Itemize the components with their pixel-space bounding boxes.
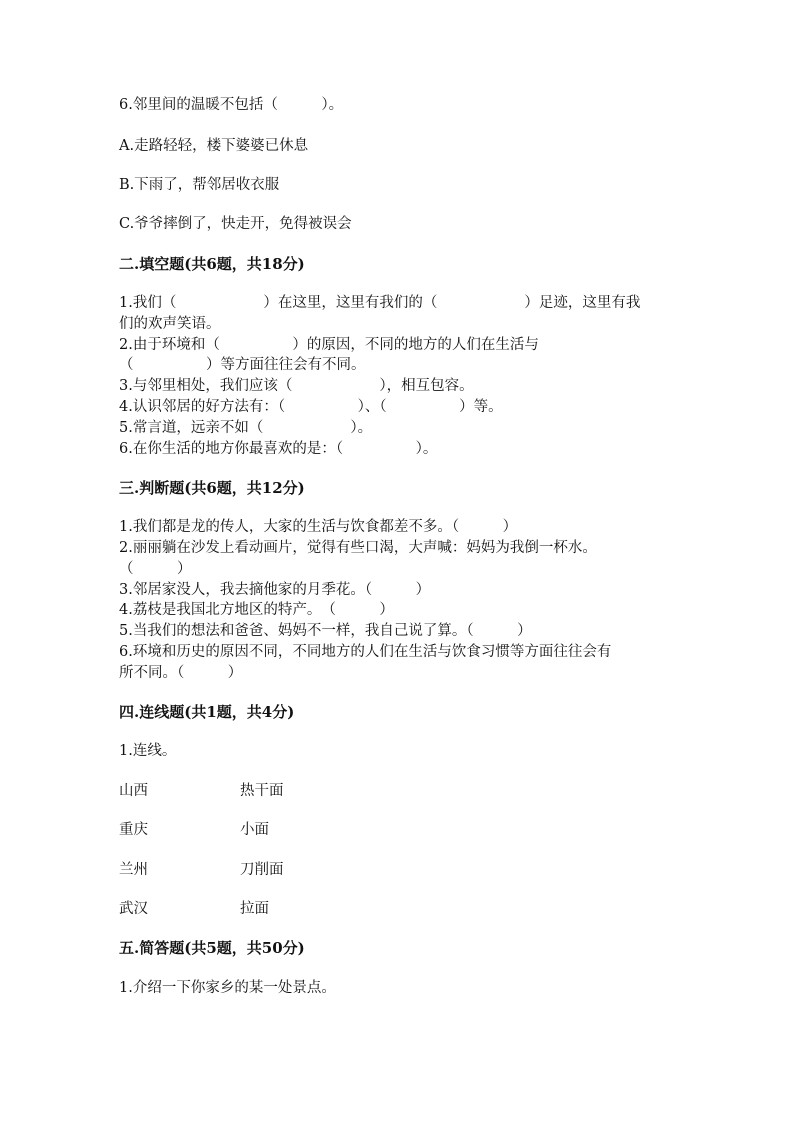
section-title-judge: 三.判断题(共6题，共12分): [119, 479, 305, 497]
section-title-short: 五.简答题(共5题，共50分): [119, 939, 305, 957]
short-q1: 1.介绍一下你家乡的某一处景点。: [119, 980, 336, 996]
match-right-item: 拉面: [240, 901, 269, 917]
fill-line: 3.与邻里相处，我们应该（ ），相互包容。: [119, 378, 474, 394]
match-row: [119, 860, 284, 880]
match-right-item: 热干面: [240, 783, 284, 799]
fill-line: 4.认识邻居的好方法有：（ ）、（ ）等。: [119, 399, 503, 415]
fill-line: 们的欢声笑语。: [119, 316, 221, 332]
match-left-item: 兰州: [119, 862, 148, 878]
match-row: [119, 781, 284, 801]
fill-line: （ ）等方面往往会有不同。: [119, 357, 366, 373]
match-right-item: 小面: [240, 822, 269, 838]
match-left-item: 武汉: [119, 901, 148, 917]
match-left-item: 重庆: [119, 822, 148, 838]
fill-line: 1.我们（ ）在这里，这里有我们的（ ）足迹，这里有我: [119, 295, 641, 311]
match-row: [119, 899, 269, 919]
match-right-item: 刀削面: [240, 862, 284, 878]
judge-line: 2.丽丽躺在沙发上看动画片，觉得有些口渴，大声喊：妈妈为我倒一杯水。: [119, 540, 597, 556]
judge-line: 所不同。（ ）: [119, 665, 243, 681]
judge-line: 1.我们都是龙的传人，大家的生活与饮食都差不多。（ ）: [119, 519, 518, 535]
judge-line: 5.当我们的想法和爸爸、妈妈不一样，我自己说了算。（ ）: [119, 623, 532, 639]
judge-line: （ ）: [119, 561, 192, 577]
fill-line: 2.由于环境和（ ）的原因，不同的地方的人们在生活与: [119, 337, 539, 353]
q6-option-b: B.下雨了，帮邻居收衣服: [119, 177, 280, 193]
q6-option-a: A.走路轻轻，楼下婆婆已休息: [119, 138, 309, 154]
q6-stem: 6.邻里间的温暖不包括（ ）。: [119, 97, 344, 113]
fill-line: 6.在你生活的地方你最喜欢的是：（ ）。: [119, 441, 438, 457]
match-left-item: 山西: [119, 783, 148, 799]
match-stem: 1.连线。: [119, 743, 177, 759]
section-title-fill: 二.填空题(共6题，共18分): [119, 255, 305, 273]
q6-option-c: C.爷爷摔倒了，快走开，免得被误会: [119, 216, 352, 232]
match-row: [119, 820, 269, 840]
judge-line: 6.环境和历史的原因不同，不同地方的人们在生活与饮食习惯等方面往往会有: [119, 644, 612, 660]
section-title-match: 四.连线题(共1题，共4分): [119, 703, 295, 721]
judge-line: 3.邻居家没人，我去摘他家的月季花。（ ）: [119, 582, 431, 598]
fill-line: 5.常言道，远亲不如（ ）。: [119, 420, 373, 436]
judge-line: 4.荔枝是我国北方地区的特产。 （ ）: [119, 602, 394, 618]
